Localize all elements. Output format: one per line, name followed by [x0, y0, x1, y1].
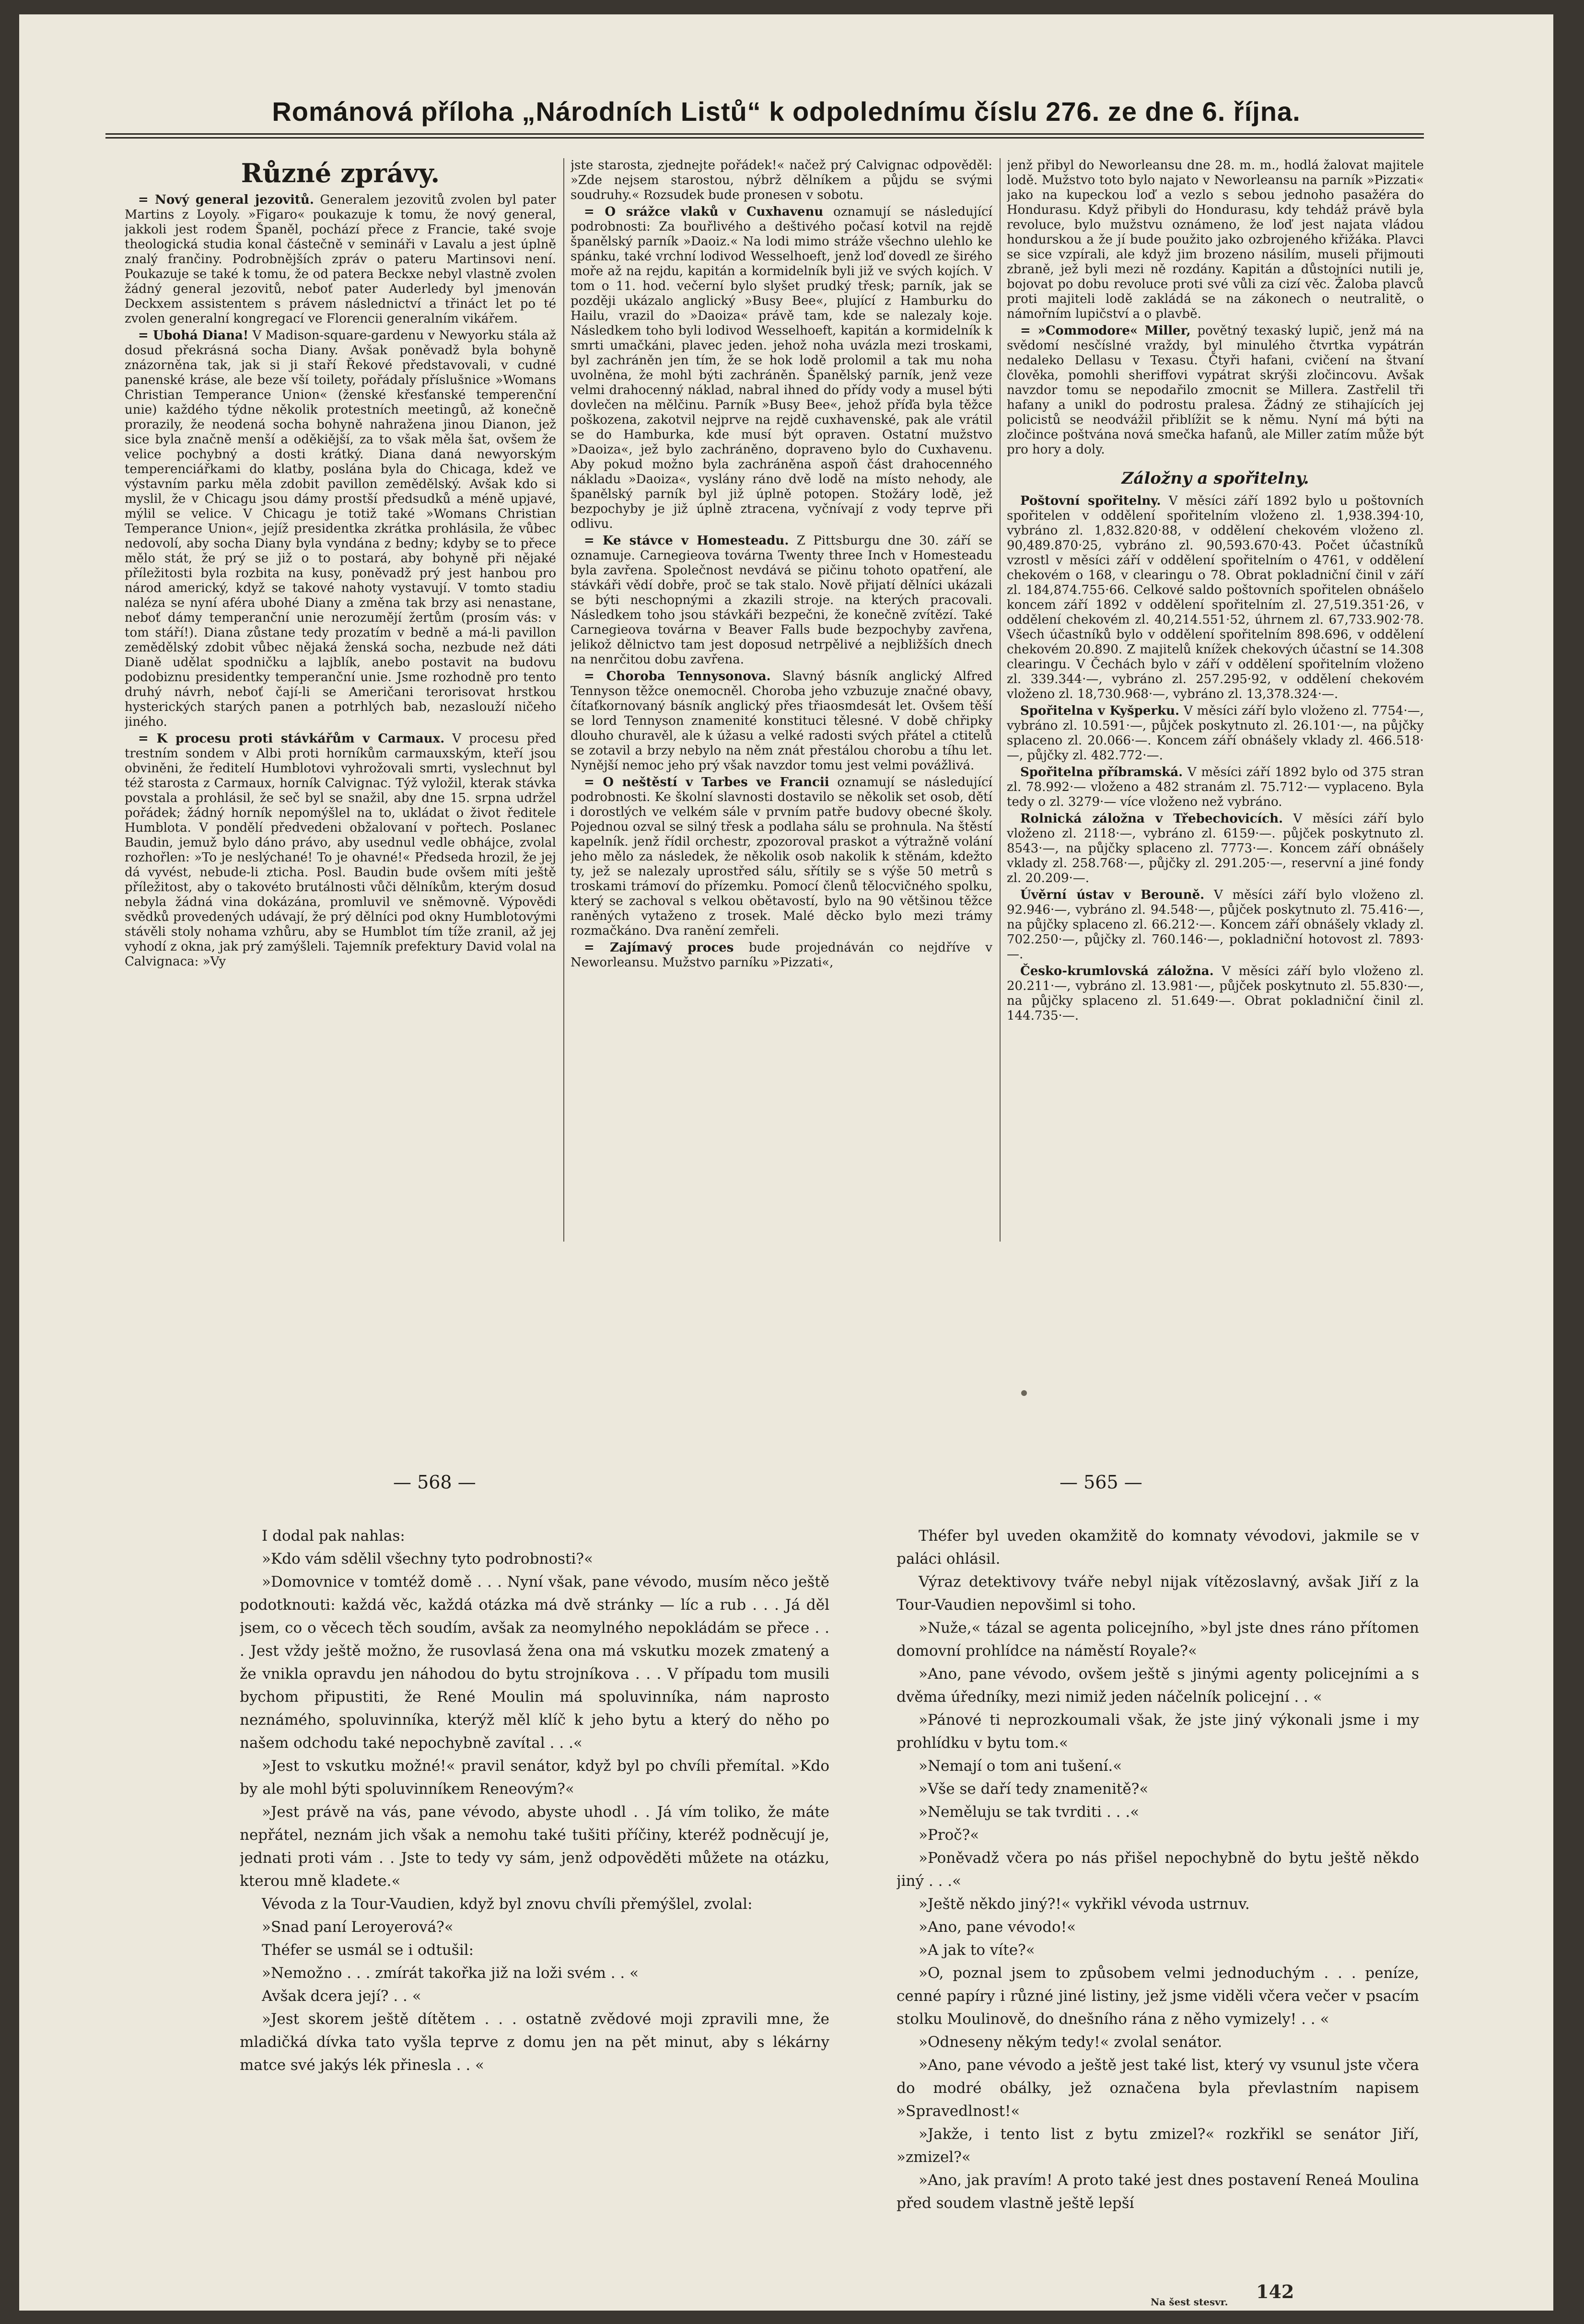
news-paragraph — [571, 669, 992, 773]
novel-paragraph: »Ano, pane vévodo a ještě jest také list, který vy vsunul jste včera do modré obálky, jež označena byla převlastním napisem »Spravedlnost!« — [897, 2057, 1419, 2120]
news-paragraph — [125, 193, 556, 326]
news-paragraph — [571, 941, 992, 970]
novel-paragraph: »Ještě někdo jiný?!« vykřikl vévoda ustrnuv. — [919, 1895, 1250, 1913]
page-number-left: — 568 — — [393, 1472, 476, 1493]
novel-paragraph: »Proč?« — [919, 1826, 979, 1844]
masthead-rule-top — [105, 133, 1424, 135]
novel-paragraph: I dodal pak nahlas: — [262, 1527, 405, 1545]
news-text: V měsíci září bylo vloženo zl. 7754·—, vybráno zl. 10.591·—, půjček poskytnuto zl. 26.101·—, na půjčky splaceno zl. 20.066·—. Koncem září obnášely vklady zl. 466.518·—, půjčky zl. 482.772·—. — [1007, 704, 1424, 763]
news-lead: Rolnická záložna v Třebechovicích. — [1020, 812, 1283, 826]
novel-paragraph: »Jest právě na vás, pane vévodo, abyste uhodl . . Já vím toliko, že máte nepřátel, neznám jich však a nemohu také tušiti příčiny, kteréž podněcují je, jednati proti vám . . Jste to tedy vy sám, jenž odpověděti můžete na otázku, kterou mně kladete.« — [240, 1803, 829, 1890]
masthead-rule-bottom — [105, 137, 1424, 139]
news-lead: = O srážce vlaků v Cuxhavenu — [584, 205, 824, 219]
novel-paragraph: »Nuže,« tázal se agenta policejního, »byl jste dnes ráno přítomen domovní prohlídce na náměstí Royale?« — [897, 1619, 1419, 1660]
news-paragraph — [571, 775, 992, 939]
news-lead: Úvěrní ústav v Berouně. — [1020, 888, 1205, 902]
section-heading: Různé zprávy. — [241, 158, 440, 188]
novel-paragraph: »Poněvadž včera po nás přišel nepochybně do bytu ještě někdo jiný . . .« — [897, 1849, 1419, 1890]
news-lead: Spořitelna v Kyšperku. — [1020, 704, 1180, 718]
news-text: V Madison-square-gardenu v Newyorku stála až dosud překrásná socha Diany. Avšak poněvadž byla bohyně znázorněna tak, jak si ji staří Řekové představovali, v cudné panenské kráse, ale beze vší toilety, pořádaly příslušnice »Womans Christian Temperance Union« (ženské křesťanské temperenční unie) každého týdne několik protestních meetingů, až konečně prorazily, že neodená socha bohyně nahražena jinou Dianon, jež sice byla značně menší a oděkiější, za to však měla šat, ovšem že velice pochybný a dosti krátký. Diana daná newyorským temperenciářkami do klatby, poslána byla do Chicaga, kdež ve výstavním parku měla zdobit pavillon zemědělský. Avšak kdo si myslil, že v Chicagu jsou dámy prostší předsudků a méně upjavé, mýlil se velice. V Chicagu je totiž také »Womans Christian Temperance Union«, jejíž presidentka zkrátka prohlásila, že vůbec nedovolí, aby socha Diany byla vyndána z bedny; kdyby se to přece mělo stát, že prý se již o to postará, aby bohyně při nějaké příležitosti byla rozbita na kusy, poněvadž prý jest hanbou pro národ americký, když se takové nahoty vystavují. V tomto stadiu naléza se nyní aféra ubohé Diany a změna tak brzy asi nenastane, neboť dámy temperanční unie nerozumějí žertům (prosím vás: v tom stáří!). Diana zůstane tedy prozatím v bedně a má-li pavillon zemědělský zdobit vůbec nějaká ženská socha, nezbude než dáti Dianě udělat spodničku a lajblík, anebo postavit na budovu podobiznu presidentky temperanční unie. Jsme rozhodně pro tento druhý návrh, neboť čají-li se Američani terorisovat hrstkou hysterických starých panen a potrhlých bab, nezaslouží ničeho jiného. — [125, 328, 556, 729]
news-lead: = Ke stávce v Homesteadu. — [584, 534, 789, 548]
news-text: Slavný básník anglický Alfred Tennyson těžce onemocněl. Choroba jeho vzbuzuje značné obavy, čítaťkornovaný básník anglický přes třiaosmdesát let. Ovšem těší se lord Tennyson znamenité konstituci tělesné. V době chřipky dlouho churavěl, ale k úžasu a velké radosti svých přátel a ctitelů se zotavil a brzy nebylo na něm znát přestálou chorobu a tíhu let. Nynější nemoc jeho prý však navzdor tomu jest velmi povážlivá. — [571, 669, 992, 773]
news-lead: = Nový general jezovitů. — [138, 193, 314, 207]
novel-paragraph: »Snad paní Leroyerová?« — [262, 1918, 454, 1936]
news-text: Generalem jezovitů zvolen byl pater Martins z Loyoly. »Figaro« poukazuje k tomu, že nový general, jakkoli jest rodem Španěl, pochází přece z Francie, také svoje theologická studia konal částečně v semináři v Lavalu a jest úplně znalý frančiny. Podrobnějších zpráv o pateru Martinsovi není. Poukazuje se také k tomu, že od patera Beckxe nebyl vlastně zvolen žádný general jezovitů, neboť pater Auderledy byl jmenován Deckxem assistentem s právem následnictví a třináct let po té zvolen generalní kongregací ve Florencii generalním vikářem. — [125, 193, 556, 326]
news-lead: Česko-krumlovská záložna. — [1020, 964, 1214, 978]
novel-page-left — [240, 1524, 829, 2291]
news-text: jenž přibyl do Neworleansu dne 28. m. m., hodlá žalovat majitele lodě. Mužstvo toto bylo najato v Neworleansu na parník »Pizzati« jako na kupeckou loď a vezlo s sebou jednoho pasažéra do Hondurasu. Když přibyli do Hondurasu, kdy tehdáž právě byla revoluce, bylo mužstvu oznámeno, že loď jest najata vládou hondurskou a že jí bude použito jako ozbrojeného křižáka. Plavci se sice vzpírali, ale když jim brozeno násilím, museli přijmouti zbraně, jež byli mezi ně rozdány. Kapitán a důstojníci nutili je, bojovat po dobu revoluce proti své vůli za cizí věc. Žaloba plavců proti majiteli lodě zakládá se na zákonech o neutralitě, o námořním lupičství a o plavbě. — [1007, 158, 1424, 321]
news-lead: Poštovní spořitelny. — [1020, 494, 1161, 508]
novel-paragraph: Vévoda z la Tour-Vaudien, když byl znovu chvíli přemýšlel, zvolal: — [262, 1895, 753, 1913]
novel-paragraph: »Ano, pane vévodo!« — [919, 1918, 1076, 1936]
news-paragraph — [125, 732, 556, 969]
news-text: V měsíci září 1892 bylo od 375 stran zl. 78.992·— vloženo a 482 stranám zl. 75.712·— vyplaceno. Byla tedy o zl. 3279·— více vloženo než vybráno. — [1007, 765, 1424, 809]
news-paragraph — [1007, 888, 1424, 962]
news-paragraph — [1007, 324, 1424, 457]
news-text: bude projednáván co nejdříve v Neworleansu. Mužstvo parníku »Pizzati«, — [571, 941, 992, 970]
page-number-right: — 565 — — [1060, 1472, 1142, 1493]
news-text: Z Pittsburgu dne 30. září se oznamuje. Carnegieova továrna Twenty three Inch v Homesteadu byla zavřena. Společnost nevdává se pičinu tohoto opatření, ale stávkáři vědí dobře, proč se tak stalo. Nově přijatí dělníci ukázali se býti neschopnými a zkazili stroje. na kterých pracovali. Následkem toho jsou stávkáři bezpečni, že konečně zvítězí. Také Carnegieova továrna v Beaver Falls bude bezpochyby zavřena, jelikož dělnictvo tam jest doposud netrpělivé a nejbližších dnech na nenrčitou dobu zavřena. — [571, 534, 992, 667]
news-text: jste starosta, zjednejte pořádek!« načež prý Calvignac odpověděl: »Zde nejsem starostou, nýbrž dělníkem a půjdu se svými soudruhy.« Rozsudek bude pronesen v sobotu. — [571, 158, 992, 202]
novel-paragraph: »Nemají o tom ani tušení.« — [919, 1757, 1122, 1775]
news-paragraph — [1007, 765, 1424, 810]
column-1 — [125, 158, 556, 1242]
novel-paragraph: »Ano, jak pravím! A proto také jest dnes postavení Reneá Moulina před soudem vlastně ještě lepší — [897, 2172, 1419, 2212]
separator-dot — [1021, 1390, 1027, 1396]
column-3-news — [1007, 158, 1424, 457]
novel-paragraph: »Domovnice v tomtéž domě . . . Nyní však, pane vévodo, musím něco ještě podotknouti: každá věc, každá otázka má dvě stránky — líc a rub . . . Já děl jsem, co o věcech těch soudím, avšak za neomylného nepokládám se přece . . . Jest vždy ještě možno, že rusovlasá žena ona má vskutku mozek zmatený a že vnikla opravdu jen náhodou do bytu strojníkova . . . V případu tom musili bychom připustiti, že René Moulin má spoluvinníka, nám naprosto neznámého, spoluvinníka, kterýž měl klíč k jeho bytu a který do něho po našem odchodu také nepochybně zavítal . . .« — [240, 1573, 829, 1752]
column-divider-1 — [563, 158, 564, 1242]
news-text: V měsíci září 1892 bylo u poštovních spořitelen v oddělení spořitelním vloženo zl. 1,938.394·10, vybráno zl. 1,832.820·88, v oddělení chekovém vloženo zl. 90,489.870·25, vybráno zl. 90,593.670·43. Počet účastníků vzrostl v měsíci září v oddělení spořitelním o 4761, v oddělení chekovém o 168, v clearingu o 78. Obrat pokladniční činil v září zl. 184,874.755·66. Celkové saldo poštovních spořitelen obnášelo koncem září 1892 v oddělení spořitelním zl. 27,519.351·26, v oddělení chekovém zl. 40,214.551·52, úhrnem zl. 67,733.902·78. Všech účastníků bylo v oddělení spořitelním 898.696, v oddělení chekovém 20.890. Z majitelů knížek chekových účastní se 14.308 clearingu. V Čechách bylo v září v oddělení spořitelním vloženo zl. 339.344·—, vybráno zl. 257.295·92, v oddělení chekovém vloženo zl. 18,730.968·—, vybráno zl. 13,378.324·—. — [1007, 494, 1424, 701]
column-3 — [1007, 158, 1424, 1242]
news-text: oznamují se následující podrobnosti: Za bouřlivého a deštivého počasí kotvil na rejdě španělský parník »Daoiz.« Na lodi mimo stráže všechno ulehlo ke spánku, také vrchní lodivod Wesselhoeft, jenž loď dovedl ze širého moře až na rejdu, kapitán a kormidelník byli již ve svých kojích. V tom o 11. hod. večerní bylo slyšet prudký třesk; parník, jak se později ukázalo anglický »Busy Bee«, plující z Hamburku do Hailu, vrazil do »Daoiza« právě tam, kde se nalezaly koje. Následkem toho byli lodivod Wesselhoeft, kapitán a kormidelník k smrti umačkáni, plavec jeden. jehož noha uvázla mezi troskami, byl zachráněn jen tím, že se hok lodě prolomil a tak mu noha uvolněna, že mohl býti zachráněn. Španělský parník, jenž veze velmi drahocenný náklad, nabral ihned do přídy vody a musel býti dovlečen na mělčinu. Parník »Busy Bee«, jehož příďa byla těžce poškozena, zakotvil nejprve na rejdě cuxhavenské, pak ale vrátil se do Hamburka, kde musí být opraven. Ostatní mužstvo »Daoiza«, jež bylo zachráněno, dopraveno bylo do Cuxhavenu. Aby pokud možno byla zachráněna aspoň část drahocenného nákladu »Daoiza«, vyslány ráno dvě lodě na místo nehody, ale španělský parník byl již úplně potopen. Stožáry lodě, jež bezpochyby je již úplně ztracena, vyčnívají z vody teprve při odlivu. — [571, 205, 992, 531]
news-text: V procesu před trestním sondem v Albi proti horníkům carmauxským, kteří jsou obviněni, že ředitelí Humblotovi vyhrožovali smrti, vyslechnut byl též starosta z Carmaux, horník Calvignac. Týž vyložil, kterak stávka povstala a prohlásil, že seč byl se snažil, aby dne 15. srpna udržel pořádek; žádný horník nepomýšlel na to, ukládat o život ředitele Humblota. V pondělí předvedeni obžalovaní v pořtech. Poslanec Baudin, jemuž bylo dáno právo, aby usednul vedle obhájce, zvolal rozhořlen: »To je neslýchané! To je ohavné!« Předseda hrozil, že jej dá vyvést, nebude-li zticha. Posl. Baudin bude ovšem míti ještě příležitost, aby o takovéto brutálnosti vůči dělníkům, kterým dosud nebyla žádná vina dokázána, promluvil ve sněmovně. Výpovědi svědků provedených udávají, že prý dělníci pod okny Humblotovými stávěli stoly nohama vzhůru, aby se Humblot tím tíže zranil, až jej vyhodí z okna, jak prý zamýšleli. Tajemník prefektury David volal na Calvignaca: »Vy — [125, 732, 556, 969]
novel-paragraph: »Odneseny někým tedy!« zvolal senátor. — [919, 2034, 1223, 2051]
novel-paragraph: »Jest skorem ještě dítětem . . . ostatně zvědové moji zpravili mne, že mladičká dívka tato vyšla teprve z domu jen na pět minut, aby s lékárny matce své jakýs lék přinesla . . « — [240, 2010, 829, 2074]
novel-paragraph: »Neměluju se tak tvrditi . . .« — [919, 1803, 1140, 1821]
novel-paragraph: Výraz detektivovy tváře nebyl nijak vítězoslavný, avšak Jiří z la Tour-Vaudien nepovšiml si toho. — [897, 1573, 1419, 1614]
masthead: Románová příloha „Národních Listů“ k odpolednímu číslu 276. ze dne 6. října. — [272, 96, 1301, 127]
news-lead: = Ubohá Diana! — [138, 328, 249, 343]
news-paragraph — [1007, 494, 1424, 702]
news-text: V měsíci září bylo vloženo zl. 2118·—, vybráno zl. 6159·—. půjček poskytnuto zl. 8543·—, na půjčky splaceno zl. 7773·—. Koncem září obnášely vklady zl. 258.768·—, půjčky zl. 291.205·—, reservní a jiné fondy zl. 20.209·—. — [1007, 812, 1424, 885]
sheet-number: 142 — [1256, 2281, 1294, 2302]
banking-subheading: Záložny a spořitelny. — [1121, 469, 1309, 488]
novel-paragraph: Théfer byl uveden okamžitě do komnaty vévodovi, jakmile se v paláci ohlásil. — [897, 1527, 1419, 1568]
novel-paragraph: Théfer se usmál se i odtušil: — [262, 1941, 474, 1959]
news-paragraph — [1007, 812, 1424, 886]
newspaper-sheet — [19, 14, 1553, 2311]
news-lead: = Choroba Tennysonova. — [584, 669, 771, 684]
news-text: povětný texaský lupič, jenž má na svědomí nesčíslné vraždy, byl minulého čtvrtka vypátrán nedaleko Dellasu v Texasu. Čtyři hafani, cvičení na štvaní člověka, pomohli sheriffovi vypátrat skrýši zločincovu. Avšak navzdor tomu se nepodařilo zmocnit se Millera. Zastřelil tři hafany a unikl do podrostu pralesa. Žádný ze stihajících jej policistů se neodvážil přiblížit se k němu. Nyní má býti na zločince poštvána nová smečka hafanů, ale Miller zatím může být pro hory a doly. — [1007, 324, 1424, 457]
novel-page-right — [897, 1524, 1419, 2291]
news-lead: = »Commodore« Miller, — [1020, 324, 1191, 338]
news-paragraph — [571, 205, 992, 532]
column-2 — [571, 158, 992, 1242]
news-lead: = O neštěstí v Tarbes ve Francii — [584, 775, 829, 790]
news-paragraph — [1007, 964, 1424, 1023]
news-lead: Spořitelna příbramská. — [1020, 765, 1183, 779]
novel-paragraph: »Jakže, i tento list z bytu zmizel?« rozkřikl se senátor Jiří, »zmizel?« — [897, 2126, 1419, 2166]
news-paragraph — [1007, 158, 1424, 322]
news-text: V měsíci září bylo vloženo zl. 20.211·—, vybráno zl. 13.981·—, půjček poskytnuto zl. 55.830·—, na půjčky splaceno zl. 51.649·—. Obrat pokladniční činil zl. 144.735·—. — [1007, 964, 1424, 1023]
novel-paragraph: »O, poznal jsem to způsobem velmi jednoduchým . . . peníze, cenné papíry i různé jiné listiny, jež jsme viděli včera večer v psacím stolku Moulinově, do dnešního rána z něho vymizely! . . « — [897, 1964, 1419, 2028]
novel-paragraph: Avšak dcera její? . . « — [262, 1987, 421, 2005]
novel-paragraph: »Jest to vskutku možné!« pravil senátor, když byl po chvíli přemítal. »Kdo by ale mohl býti spoluvinníkem Reneovým?« — [240, 1757, 829, 1798]
novel-paragraph: »Nemožno . . . zmírát takořka již na loži svém . . « — [262, 1964, 639, 1982]
column-divider-2 — [1000, 158, 1001, 1242]
column-3-banking — [1007, 494, 1424, 1023]
news-lead: = Zajímavý proces — [584, 941, 734, 955]
news-text: V měsíci září bylo vloženo zl. 92.946·—, vybráno zl. 94.548·—, půjček poskytnuto zl. 75.416·—, na půjčky splaceno zl. 66.212·—. Koncem září obnášely vklady zl. 702.250·—, půjčky zl. 760.146·—, pokladniční hotovost zl. 7893·—. — [1007, 888, 1424, 962]
news-text: oznamují se následující podrobnosti. Ke školní slavnosti dostavilo se několik set osob, dětí i dorostlých ve velkém sále v prvním patře budovy obecné školy. Pojednou ozval se silný třesk a podlaha sálu se prohnula. Na štěstí kapelník. jenž řídil orchestr, zpozoroval praskot a výtražně volání jeho mělo za následek, že několik osob nakolik k stěnám, kdežto ty, jež se nalezaly uprostřed sálu, sřítily se s výše 50 metrů s troskami trámoví do přízemku. Pomocí členů tělocvičného spolku, který se zachoval s velkou obětavostí, bylo na 90 většinou těžce raněných vytaženo z trosek. Malé děcko bylo mezi trámy rozmačkáno. Dva ranění zemřeli. — [571, 775, 992, 938]
news-paragraph — [125, 328, 556, 730]
news-paragraph — [1007, 704, 1424, 763]
novel-paragraph: »Pánové ti neprozkoumali však, že jste jiný výkonali jsme i my prohlídku v bytu tom.« — [897, 1711, 1419, 1752]
novel-paragraph: »Kdo vám sdělil všechny tyto podrobnosti?« — [262, 1550, 593, 1568]
novel-paragraph: »A jak to víte?« — [919, 1941, 1035, 1959]
news-paragraph — [571, 534, 992, 667]
news-paragraph — [571, 158, 992, 203]
novel-paragraph: »Ano, pane vévodo, ovšem ještě s jinými agenty policejními a s dvěma úředníky, mezi nimiž jeden náčelník policejní . . « — [897, 1665, 1419, 1706]
novel-paragraph: »Vše se daří tedy znamenitě?« — [919, 1780, 1149, 1798]
news-lead: = K procesu proti stávkářům v Carmaux. — [138, 732, 445, 746]
continuation-note: Na šest stesvr. — [1151, 2296, 1228, 2308]
